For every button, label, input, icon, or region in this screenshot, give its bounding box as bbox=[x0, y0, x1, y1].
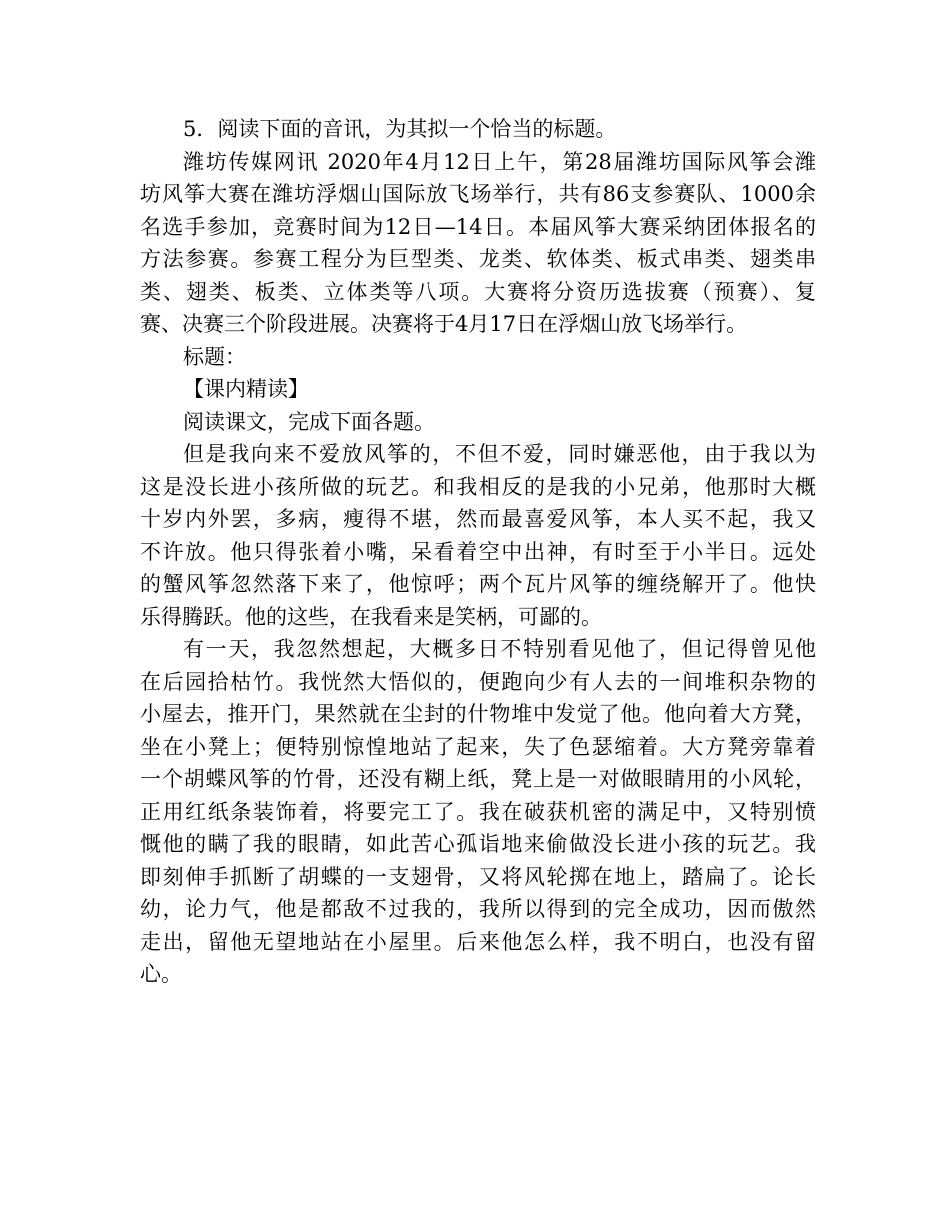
passage-line: 幼，论力气，他是都敌不过我的，我所以得到的完全成功，因而傲然 bbox=[140, 897, 816, 921]
passage-line: 有一天，我忽然想起，大概多日不特别看见他了，但记得曾见他 bbox=[183, 637, 816, 661]
news-line: 类、翅类、板类、立体类等八项。大赛将分资历选拔赛（预赛）、复 bbox=[140, 279, 816, 304]
passage-line: 走出，留他无望地站在小屋里。后来他怎么样，我不明白，也没有留 bbox=[140, 929, 816, 954]
passage-line: 心。 bbox=[140, 962, 182, 986]
passage-line: 小屋去，推开门，果然就在尘封的什物堆中发觉了他。他向着大方凳， bbox=[140, 702, 816, 726]
news-paragraph bbox=[140, 146, 816, 341]
passage-line: 不许放。他只得张着小嘴，呆看着空中出神，有时至于小半日。远处 bbox=[140, 539, 816, 564]
passage-line: 在后园拾枯竹。我恍然大悟似的，便跑向少有人去的一间堆积杂物的 bbox=[140, 669, 816, 694]
passage-line: 的蟹风筝忽然落下来了，他惊呼；两个瓦片风筝的缠绕解开了。他快 bbox=[140, 572, 816, 596]
question-prompt: 5．阅读下面的音讯，为其拟一个恰当的标题。 bbox=[183, 117, 617, 141]
answer-label: 标题： bbox=[183, 344, 246, 369]
passage-paragraph-1 bbox=[140, 438, 816, 633]
passage-line: 乐得腾跃。他的这些，在我看来是笑柄，可鄙的。 bbox=[140, 604, 602, 629]
news-line: 潍坊传媒网讯 2020年4月12日上午，第28届潍坊国际风筝会潍 bbox=[183, 149, 816, 174]
passage-line: 慨他的瞒了我的眼睛，如此苦心孤诣地来偷做没长进小孩的玩艺。我 bbox=[140, 832, 816, 856]
passage-line: 即刻伸手抓断了胡蝶的一支翅骨，又将风轮掷在地上，踏扁了。论长 bbox=[140, 864, 816, 889]
passage-line: 这是没长进小孩所做的玩艺。和我相反的是我的小兄弟，他那时大概 bbox=[140, 474, 816, 499]
news-line: 方法参赛。参赛工程分为巨型类、龙类、软体类、板式串类、翅类串 bbox=[140, 247, 816, 271]
passage-line: 十岁内外罢，多病，瘦得不堪，然而最喜爱风筝，本人买不起，我又 bbox=[140, 507, 816, 531]
document-page bbox=[140, 113, 816, 991]
section-instruction: 阅读课文，完成下面各题。 bbox=[183, 409, 435, 434]
passage-line: 但是我向来不爱放风筝的，不但不爱，同时嫌恶他，由于我以为 bbox=[183, 442, 816, 466]
passage-line: 坐在小凳上；便特别惊惶地站了起来，失了色瑟缩着。大方凳旁靠着 bbox=[140, 734, 816, 759]
news-line: 坊风筝大赛在潍坊浮烟山国际放飞场举行，共有86支参赛队、1000余 bbox=[140, 182, 816, 206]
news-line: 赛、决赛三个阶段进展。决赛将于4月17日在浮烟山放飞场举行。 bbox=[140, 312, 748, 336]
news-line: 名选手参加，竞赛时间为12日—14日。本届风筝大赛采纳团体报名的 bbox=[140, 214, 816, 239]
passage-paragraph-2 bbox=[140, 633, 816, 991]
passage-line: 正用红纸条装饰着，将要完工了。我在破获机密的满足中，又特别愤 bbox=[140, 799, 816, 824]
section-heading: 【课内精读】 bbox=[183, 377, 309, 401]
passage-line: 一个胡蝶风筝的竹骨，还没有糊上纸，凳上是一对做眼睛用的小风轮， bbox=[140, 767, 816, 791]
